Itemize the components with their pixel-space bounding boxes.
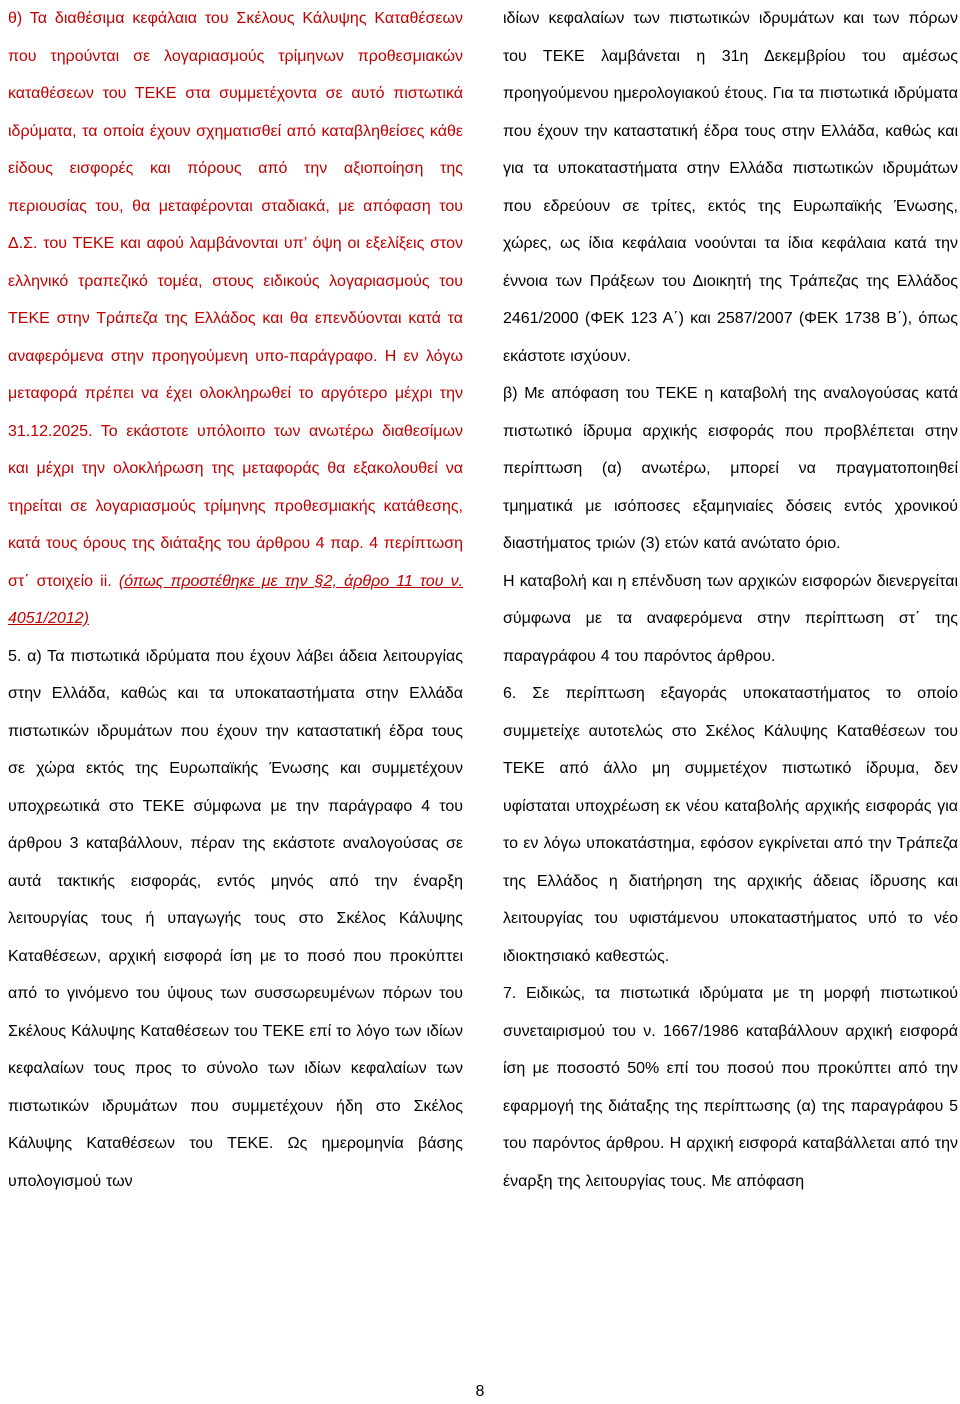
amendment-note: (όπως προστέθηκε με την §2, άρθρο 11 του ν. 4051/2012) [8, 572, 464, 627]
right-column [503, 0, 958, 1200]
left-column [8, 0, 463, 1200]
paragraph-payment-investment: Η καταβολή και η επένδυση των αρχικών εισφορών διενεργείται σύμφωνα με τα αναφερόμενα στην περίπτωση στ΄ της παραγράφου 4 του παρόντος άρθρου. [503, 572, 958, 665]
paragraph-7: 7. Ειδικώς, τα πιστωτικά ιδρύματα με τη μορφή πιστωτικού συνεταιρισμού του ν. 1667/1986 καταβάλλουν αρχική εισφορά ίση με ποσοστό 50% επί του ποσού που προκύπτει από την εφαρμογή της διάταξης της περίπτωσης (α) της παραγράφου 5 του παρόντος άρθρου. Η αρχική εισφορά καταβάλλεται από την έναρξη της λειτουργίας τους. Με απόφαση [503, 985, 958, 1190]
paragraph-theta-text: θ) Τα διαθέσιμα κεφάλαια του Σκέλους Κάλυψης Καταθέσεων που τηρούνται σε λογαριασμούς τρίμηνων προθεσμιακών καταθέσεων του ΤΕΚΕ στα συμμετέχοντα σε αυτό πιστωτικά ιδρύματα, τα οποία έχουν σχηματισθεί από καταβληθείσες κάθε είδους εισφορές και πόρους από την αξιοποίηση της περιουσίας του, θα μεταφέρονται σταδιακά, με απόφαση του Δ.Σ. του ΤΕΚΕ και αφού λαμβάνονται υπ’ όψη οι εξελίξεις στον ελληνικό τραπεζικό τομέα, στους ειδικούς λογαριασμούς του ΤΕΚΕ στην Τράπεζα της Ελλάδος και θα επενδύονται κατά τα αναφερόμενα στην προηγούμενη υπο-παράγραφο. Η εν λόγω μεταφορά πρέπει να έχει ολοκληρωθεί το αργότερο μέχρι την 31.12.2025. Το εκάστοτε υπόλοιπο των ανωτέρω διαθεσίμων και μέχρι την ολοκλήρωση της μεταφοράς θα εξακολουθεί να τηρείται σε λογαριασμούς τρίμηνης προθεσμιακής κατάθεσης, κατά τους όρους της διάταξης του άρθρου 4 παρ. 4 περίπτωση στ΄ στοιχείο ii. [8, 10, 463, 590]
paragraph-5a: 5. α) Τα πιστωτικά ιδρύματα που έχουν λάβει άδεια λειτουργίας στην Ελλάδα, καθώς και τα υποκαταστήματα στην Ελλάδα πιστωτικών ιδρυμάτων που έχουν την καταστατική έδρα τους σε χώρα εκτός της Ευρωπαϊκής Ένωσης και συμμετέχουν υποχρεωτικά στο ΤΕΚΕ σύμφωνα με την παράγραφο 4 του άρθρου 3 καταβάλλουν, πέραν της εκάστοτε αναλογούσας σε αυτά τακτικής εισφοράς, εντός μηνός από την έναρξη λειτουργίας τους ή υπαγωγής τους στο Σκέλος Κάλυψης Καταθέσεων, αρχική εισφορά ίση με το ποσό που προκύπτει από το γινόμενο του ύψους των συσσωρευμένων πόρων του Σκέλους Κάλυψης Καταθέσεων του ΤΕΚΕ επί το λόγο των ιδίων κεφαλαίων τους προς το σύνολο των ιδίων κεφαλαίων των πιστωτικών ιδρυμάτων που συμμετέχουν ήδη στο Σκέλος Κάλυψης Καταθέσεων του ΤΕΚΕ. Ως ημερομηνία βάσης υπολογισμού των [8, 647, 463, 1190]
paragraph-theta [8, 0, 463, 638]
paragraph-5b: β) Με απόφαση του ΤΕΚΕ η καταβολή της αναλογούσας κατά πιστωτικό ίδρυμα αρχικής εισφοράς που προβλέπεται στην περίπτωση (α) ανωτέρω, μπορεί να πραγματοποιηθεί τμηματικά με ισόποσες εξαμηνιαίες δόσεις εντός χρονικού διαστήματος τριών (3) ετών κατά ανώτατο όριο. [503, 385, 958, 552]
paragraph-6: 6. Σε περίπτωση εξαγοράς υποκαταστήματος το οποίο συμμετείχε αυτοτελώς στο Σκέλος Κάλυψης Καταθέσεων του ΤΕΚΕ από άλλο μη συμμετέχον πιστωτικό ίδρυμα, δεν υφίσταται υποχρέωση εκ νέου καταβολής αρχικής εισφοράς για το εν λόγω υποκατάστημα, εφόσον εγκρίνεται από την Τράπεζα της Ελλάδος η διατήρηση της αρχικής άδειας ίδρυσης και λειτουργίας του υφιστάμενου υποκαταστήματος υπό το νέο ιδιοκτησιακό καθεστώς. [503, 685, 958, 965]
page-number: 8 [475, 1383, 485, 1400]
paragraph-continuation: ιδίων κεφαλαίων των πιστωτικών ιδρυμάτων και των πόρων του ΤΕΚΕ λαμβάνεται η 31η Δεκεμβρίου του αμέσως προηγούμενου ημερολογιακού έτους. Για τα πιστωτικά ιδρύματα που έχουν την καταστατική έδρα τους στην Ελλάδα, καθώς και για τα υποκαταστήματα στην Ελλάδα πιστωτικών ιδρυμάτων που εδρεύουν σε τρίτες, εκτός της Ευρωπαϊκής Ένωσης, χώρες, ως ίδια κεφάλαια νοούνται τα ίδια κεφάλαια κατά την έννοια των Πράξεων του Διοικητή της Τράπεζας της Ελλάδος 2461/2000 (ΦΕΚ 123 Α΄) και 2587/2007 (ΦΕΚ 1738 Β΄), όπως εκάστοτε ισχύουν. [503, 10, 958, 365]
